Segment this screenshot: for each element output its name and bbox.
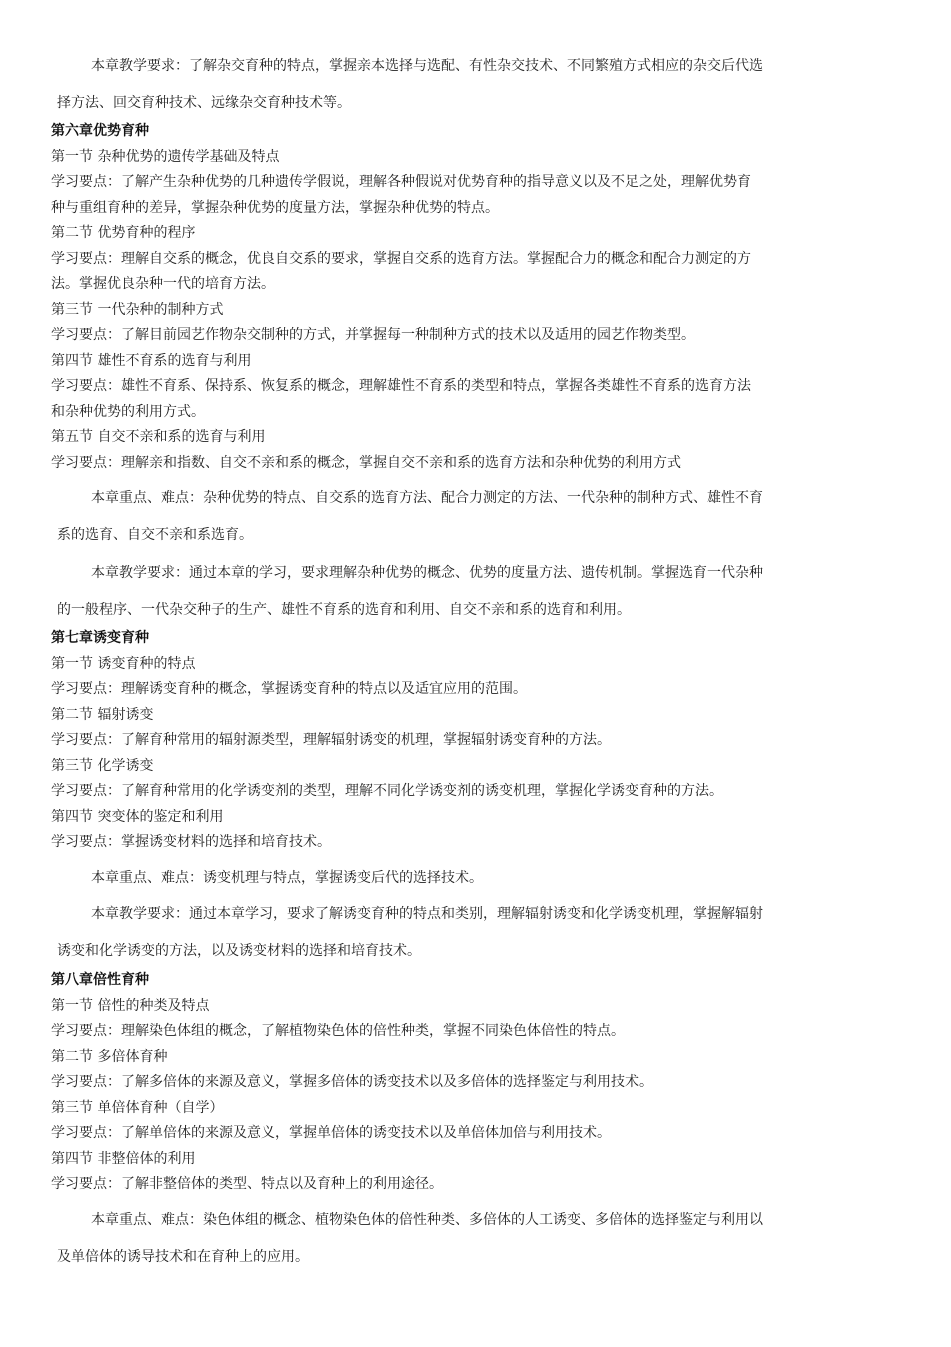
chapter-6 [51, 119, 901, 476]
study-points: 学习要点：理解自交系的概念，优良自交系的要求，掌握自交系的选育方法。掌握配合力的概念和配合力测定的方 [51, 250, 751, 267]
summary-line: 的一般程序、一代杂交种子的生产、雄性不育系的选育和利用、自交不亲和系的选育和利用。 [57, 602, 631, 618]
summary-line: 择方法、回交育种技术、远缘杂交育种技术等。 [57, 95, 351, 111]
section-title: 第三节 一代杂种的制种方式 [51, 301, 224, 318]
summary-line: 及单倍体的诱导技术和在育种上的应用。 [57, 1249, 309, 1265]
study-points: 学习要点：雄性不育系、保持系、恢复系的概念，理解雄性不育系的类型和特点，掌握各类雄性不育系的选育方法 [51, 378, 751, 394]
section-title: 第一节 杂种优势的遗传学基础及特点 [51, 148, 280, 165]
summary-line: 本章重点、难点：染色体组的概念、植物染色体的倍性种类、多倍体的人工诱变、多倍体的选择鉴定与利用以 [91, 1212, 763, 1228]
ch8-key-points [57, 1206, 907, 1280]
ch7-key-points [57, 864, 907, 901]
chapter-title: 第七章诱变育种 [51, 630, 149, 646]
study-points: 学习要点：理解诱变育种的概念，掌握诱变育种的特点以及适宜应用的范围。 [51, 681, 527, 697]
section-title: 第二节 辐射诱变 [51, 706, 154, 723]
chapter-8 [51, 968, 901, 1198]
study-points: 学习要点：了解育种常用的化学诱变剂的类型，理解不同化学诱变剂的诱变机理，掌握化学诱变育种的方法。 [51, 783, 723, 799]
study-points: 学习要点：了解多倍体的来源及意义，掌握多倍体的诱变技术以及多倍体的选择鉴定与利用技术。 [51, 1074, 653, 1090]
summary-line: 本章重点、难点：诱变机理与特点，掌握诱变后代的选择技术。 [91, 870, 483, 886]
summary-line: 本章教学要求：通过本章的学习，要求理解杂种优势的概念、优势的度量方法、遗传机制。掌握选育一代杂种 [91, 565, 763, 581]
chapter-title: 第八章倍性育种 [51, 972, 149, 988]
section-title: 第二节 优势育种的程序 [51, 225, 196, 241]
study-points: 学习要点：了解非整倍体的类型、特点以及育种上的利用途径。 [51, 1176, 443, 1192]
chapter-title: 第六章优势育种 [51, 123, 149, 139]
ch6-teaching-requirements [57, 559, 907, 633]
study-points: 学习要点：了解目前园艺作物杂交制种的方式，并掌握每一种制种方式的技术以及适用的园艺作物类型。 [51, 327, 695, 343]
study-points: 种与重组育种的差异，掌握杂种优势的度量方法，掌握杂种优势的特点。 [51, 199, 499, 216]
study-points: 学习要点：了解单倍体的来源及意义，掌握单倍体的诱变技术以及单倍体加倍与利用技术。 [51, 1125, 611, 1141]
section-title: 第四节 非整倍体的利用 [51, 1150, 196, 1167]
summary-line: 本章重点、难点：杂种优势的特点、自交系的选育方法、配合力测定的方法、一代杂种的制种方式、雄性不育 [91, 490, 763, 506]
section-title: 第二节 多倍体育种 [51, 1048, 168, 1065]
summary-line: 本章教学要求：通过本章学习，要求了解诱变育种的特点和类别，理解辐射诱变和化学诱变机理，掌握解辐射 [91, 906, 763, 922]
study-points: 学习要点：了解产生杂种优势的几种遗传学假说，理解各种假说对优势育种的指导意义以及不足之处，理解优势育 [51, 174, 751, 190]
section-title: 第四节 突变体的鉴定和利用 [51, 808, 224, 825]
section-title: 第一节 倍性的种类及特点 [51, 997, 210, 1014]
section-title: 第一节 诱变育种的特点 [51, 655, 196, 672]
study-points: 学习要点：理解染色体组的概念，了解植物染色体的倍性种类，掌握不同染色体倍性的特点。 [51, 1023, 625, 1039]
section-title: 第五节 自交不亲和系的选育与利用 [51, 429, 266, 445]
summary-line: 系的选育、自交不亲和系选育。 [57, 527, 253, 543]
ch6-key-points [57, 484, 907, 558]
section-title: 第三节 化学诱变 [51, 757, 154, 774]
section-title: 第四节 雄性不育系的选育与利用 [51, 352, 252, 369]
study-points: 和杂种优势的利用方式。 [51, 403, 205, 420]
study-points: 法。掌握优良杂种一代的培育方法。 [51, 276, 275, 292]
section-title: 第三节 单倍体育种（自学） [51, 1099, 224, 1116]
chapter-7 [51, 626, 901, 856]
summary-line: 诱变和化学诱变的方法，以及诱变材料的选择和培育技术。 [57, 943, 421, 959]
ch5-teaching-requirements [57, 52, 907, 126]
study-points: 学习要点：理解亲和指数、自交不亲和系的概念，掌握自交不亲和系的选育方法和杂种优势的利用方式 [51, 454, 681, 471]
summary-line: 本章教学要求：了解杂交育种的特点，掌握亲本选择与选配、有性杂交技术、不同繁殖方式相应的杂交后代选 [91, 58, 763, 74]
study-points: 学习要点：了解育种常用的辐射源类型，理解辐射诱变的机理，掌握辐射诱变育种的方法。 [51, 732, 611, 748]
ch7-teaching-requirements [57, 900, 907, 974]
study-points: 学习要点：掌握诱变材料的选择和培育技术。 [51, 834, 331, 850]
